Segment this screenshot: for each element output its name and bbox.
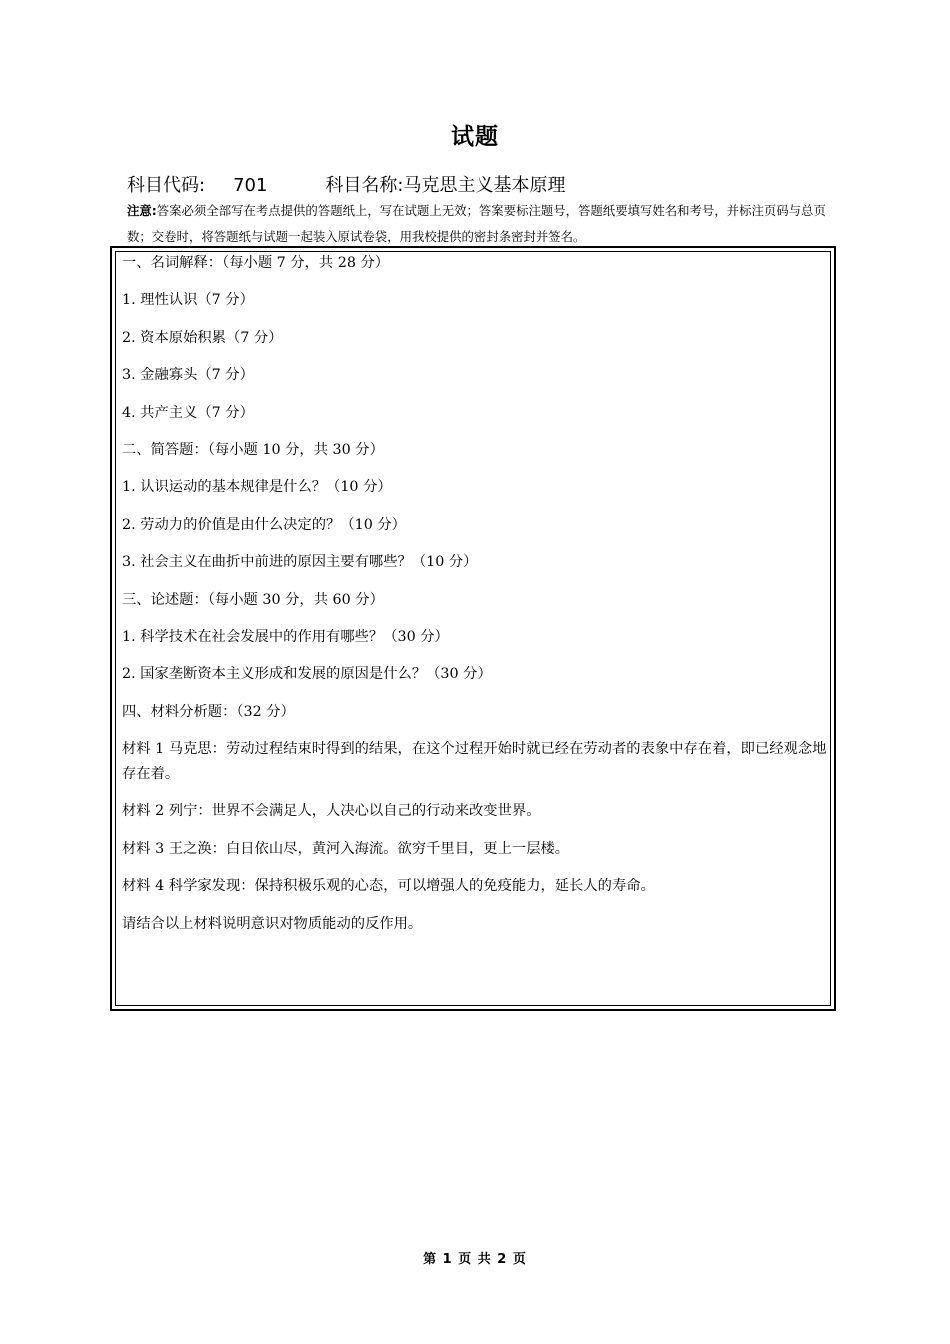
subject-code-label: 科目代码: [127,175,206,196]
question-item: 1. 科学技术在社会发展中的作用有哪些？（30 分） [122,628,449,645]
subject-name: 马克思主义基本原理 [403,175,566,196]
subject-code: 701 [233,175,268,196]
material-item: 材料 1 马克思：劳动过程结束时得到的结果，在这个过程开始时就已经在劳动者的表象中存在着，即已经观念地存在着。 [122,741,827,783]
material-item: 材料 4 科学家发现：保持积极乐观的心态，可以增强人的免疫能力，延长人的寿命。 [122,878,655,895]
material-item: 材料 3 王之涣：白日依山尽，黄河入海流。欲穷千里目，更上一层楼。 [122,840,570,857]
section-heading-material-analysis: 四、材料分析题：（32 分） [122,703,295,720]
question-item: 2. 国家垄断资本主义形成和发展的原因是什么？（30 分） [122,666,492,683]
page-title: 试题 [451,124,499,150]
material-item: 材料 2 列宁：世界不会满足人，人决心以自己的行动来改变世界。 [122,803,541,820]
notice-text: 答案必须全部写在考点提供的答题纸上，写在试题上无效；答案要标注题号，答题纸要填写姓名和考号，并标注页码与总页数；交卷时，将答题纸与试题一起装入原试卷袋，用我校提供的密封条密封并签名。 [127,203,826,244]
material-question: 请结合以上材料说明意识对物质能动的反作用。 [122,915,423,932]
subject-name-label: 科目名称: [325,175,404,196]
notice-label: 注意: [127,203,157,218]
question-item: 1. 理性认识（7 分） [122,292,254,309]
question-item: 4. 共产主义（7 分） [122,404,254,421]
question-content [122,251,830,949]
question-item: 2. 劳动力的价值是由什么决定的？（10 分） [122,516,406,533]
question-item: 3. 金融寡头（7 分） [122,367,254,384]
section-heading-short-answer: 二、简答题：（每小题 10 分，共 30 分） [122,441,384,458]
section-heading-terms: 一、名词解释：（每小题 7 分，共 28 分） [122,255,390,271]
question-item: 3. 社会主义在曲折中前进的原因主要有哪些？（10 分） [122,554,478,571]
notice [127,198,832,250]
page-footer: 第 1 页 共 2 页 [423,1252,527,1267]
question-item: 2. 资本原始积累（7 分） [122,329,283,346]
question-item: 1. 认识运动的基本规律是什么？（10 分） [122,479,392,496]
subject-line [127,171,566,197]
section-heading-essay: 三、论述题：（每小题 30 分，共 60 分） [122,591,384,608]
